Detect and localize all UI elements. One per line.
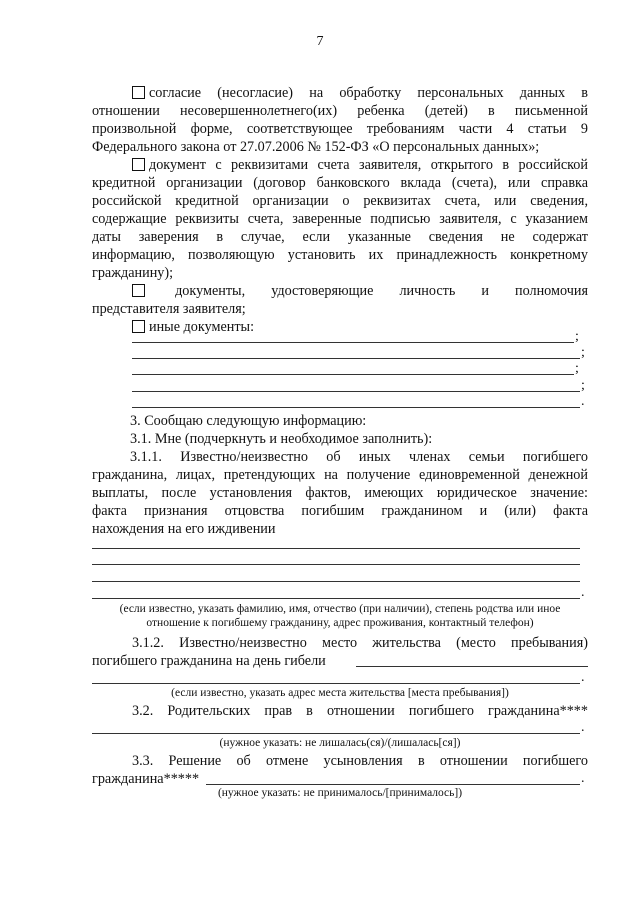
other-docs-field-3[interactable]	[132, 374, 574, 375]
p32-end: .	[581, 720, 585, 735]
checkbox-other-docs[interactable]	[132, 320, 145, 333]
page-number: 7	[316, 34, 324, 49]
p311-field-4[interactable]	[92, 598, 580, 599]
identity-docs-line-2: представителя заявителя;	[92, 301, 246, 317]
account-doc-line-2: кредитной организации (договор банковского вклада (счета), или справка	[92, 175, 588, 191]
consent-line-4: Федерального закона от 27.07.2006 № 152-ФЗ «О персональных данных»;	[92, 139, 540, 155]
p32-line: 3.2. Родительских прав в отношении погибшего гражданина****	[132, 703, 588, 719]
other-docs-field-4[interactable]	[132, 391, 580, 392]
consent-line-1: согласие (несогласие) на обработку персональных данных в	[92, 84, 588, 102]
checkbox-account-doc[interactable]	[132, 158, 145, 171]
other-docs-line: иные документы:	[92, 318, 588, 336]
p33-field[interactable]	[206, 784, 580, 785]
other-docs-suffix-5: .	[581, 394, 585, 409]
p312-field-2[interactable]	[92, 683, 580, 684]
p32-field[interactable]	[92, 733, 580, 734]
p312-note: (если известно, указать адрес места жительства [места пребывания])	[171, 687, 509, 699]
p32-note: (нужное указать: не лишалась(ся)/(лишалась[ся])	[219, 737, 461, 749]
other-docs-suffix-3: ;	[575, 361, 579, 376]
consent-line-2: отношении несовершеннолетнего(их) ребенка (детей) в письменной	[92, 103, 588, 119]
identity-docs-line-1: документы, удостоверяющие личность и полномочия	[92, 282, 588, 300]
other-docs-field-5[interactable]	[132, 407, 580, 408]
p311-note-line-2: отношение к погибшему гражданину, адрес проживания, контактный телефон)	[146, 617, 534, 629]
section-3-1-heading: 3.1. Мне (подчеркнуть и необходимое заполнить):	[130, 431, 433, 447]
p312-line-2: погибшего гражданина на день гибели	[92, 653, 326, 669]
other-docs-suffix-2: ;	[581, 345, 585, 360]
p311-field-3[interactable]	[92, 581, 580, 582]
p311-note-line-1: (если известно, указать фамилию, имя, отчество (при наличии), степень родства или иное	[119, 603, 561, 615]
p33-line-2: гражданина*****	[92, 771, 200, 787]
p312-field-1[interactable]	[356, 666, 588, 667]
p311-field-1[interactable]	[92, 548, 580, 549]
account-doc-line-4: содержащие реквизиты счета, заверенные подписью заявителя, с указанием	[92, 211, 588, 227]
account-doc-line-6: информацию, позволяющую установить их принадлежность конкретному	[92, 247, 588, 263]
other-docs-suffix-1: ;	[575, 329, 579, 344]
p33-end: .	[581, 771, 585, 786]
p311-line-1: 3.1.1. Известно/неизвестно об иных членах семьи погибшего	[130, 449, 588, 465]
other-docs-suffix-4: ;	[581, 378, 585, 393]
consent-line-3: произвольной форме, соответствующее требованиям части 4 статьи 9	[92, 121, 588, 137]
checkbox-consent[interactable]	[132, 86, 145, 99]
other-docs-field-1[interactable]	[132, 342, 574, 343]
account-doc-line-1: документ с реквизитами счета заявителя, открытого в российской	[92, 156, 588, 174]
p311-field-2[interactable]	[92, 564, 580, 565]
p311-line-3: выплаты, после установления фактов, имеющих юридическое значение:	[92, 485, 588, 501]
account-doc-line-7: гражданину);	[92, 265, 174, 281]
p311-end: .	[581, 585, 585, 600]
account-doc-line-3: российской кредитной организации о реквизитах счета, или сведения,	[92, 193, 588, 209]
p311-line-4: факта признания отцовства погибшим гражданином и (или) факта	[92, 503, 588, 519]
p311-line-5: нахождения на его иждивении	[92, 521, 276, 537]
p312-line-1: 3.1.2. Известно/неизвестно место жительства (место пребывания)	[132, 635, 588, 651]
other-docs-field-2[interactable]	[132, 358, 580, 359]
p312-end: .	[581, 670, 585, 685]
account-doc-line-5: даты заверения в случае, если указанные сведения не содержат	[92, 229, 588, 245]
section-3-heading: 3. Сообщаю следующую информацию:	[130, 413, 367, 429]
p311-line-2: гражданина, лицах, претендующих на получение единовременной денежной	[92, 467, 588, 483]
p33-line-1: 3.3. Решение об отмене усыновления в отношении погибшего	[132, 753, 588, 769]
checkbox-identity-docs[interactable]	[132, 284, 145, 297]
p33-note: (нужное указать: не принималось/[принималось])	[217, 787, 463, 799]
